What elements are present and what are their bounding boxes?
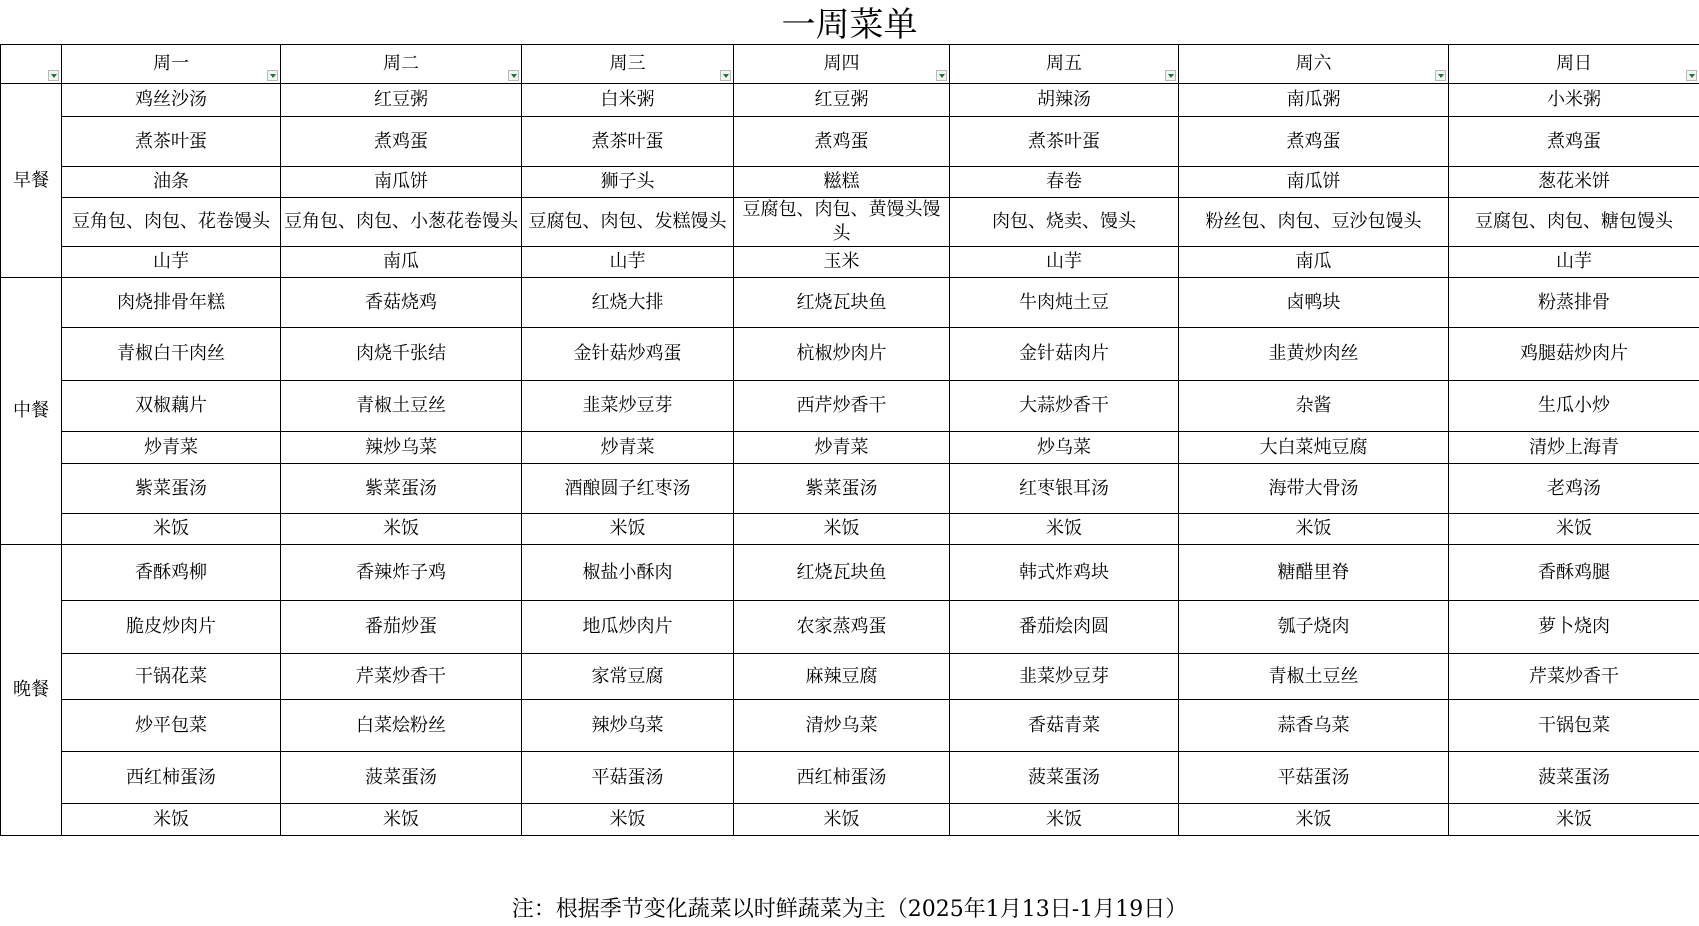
dish-cell: 菠菜蛋汤 — [950, 752, 1179, 804]
dinner-row — [1, 804, 1699, 836]
dish-cell: 香菇青菜 — [950, 700, 1179, 752]
dish-cell: 肉烧排骨年糕 — [62, 278, 281, 328]
day-header — [522, 45, 734, 84]
day-header — [1179, 45, 1449, 84]
dish-cell: 农家蒸鸡蛋 — [734, 601, 950, 654]
dish-cell: 椒盐小酥肉 — [522, 545, 734, 601]
dish-cell: 山芋 — [950, 247, 1179, 278]
dish-cell: 萝卜烧肉 — [1449, 601, 1699, 654]
header-row — [1, 45, 1699, 84]
dish-cell: 米饭 — [281, 514, 522, 545]
dish-cell: 红豆粥 — [281, 84, 522, 117]
dish-cell: 红烧大排 — [522, 278, 734, 328]
dish-cell: 韭黄炒肉丝 — [1179, 328, 1449, 381]
dish-cell: 红烧瓦块鱼 — [734, 278, 950, 328]
dinner-row — [1, 654, 1699, 700]
dinner-row — [1, 700, 1699, 752]
lunch-row — [1, 381, 1699, 432]
dish-cell: 米饭 — [1449, 804, 1699, 836]
dish-cell: 南瓜 — [281, 247, 522, 278]
dish-cell: 青椒白干肉丝 — [62, 328, 281, 381]
dish-cell: 豆角包、肉包、小葱花卷馒头 — [281, 198, 522, 247]
dish-cell: 炒青菜 — [522, 432, 734, 464]
lunch-row — [1, 514, 1699, 545]
dish-cell: 豆腐包、肉包、发糕馒头 — [522, 198, 734, 247]
dish-cell: 山芋 — [1449, 247, 1699, 278]
dish-cell: 辣炒乌菜 — [281, 432, 522, 464]
dish-cell: 西红柿蛋汤 — [734, 752, 950, 804]
dish-cell: 煮鸡蛋 — [1179, 117, 1449, 167]
day-header — [950, 45, 1179, 84]
dish-cell: 清炒上海青 — [1449, 432, 1699, 464]
day-label: 周四 — [823, 53, 860, 74]
corner-cell — [1, 45, 62, 84]
lunch-label: 中餐 — [1, 278, 62, 545]
dish-cell: 鸡腿菇炒肉片 — [1449, 328, 1699, 381]
dish-cell: 紫菜蛋汤 — [62, 464, 281, 514]
dish-cell: 山芋 — [62, 247, 281, 278]
dish-cell: 米饭 — [734, 804, 950, 836]
day-label: 周日 — [1556, 53, 1592, 74]
filter-dropdown-icon[interactable] — [1165, 70, 1176, 81]
dinner-row — [1, 752, 1699, 804]
dish-cell: 杂酱 — [1179, 381, 1449, 432]
dish-cell: 青椒土豆丝 — [1179, 654, 1449, 700]
filter-dropdown-icon[interactable] — [1686, 70, 1697, 81]
dish-cell: 狮子头 — [522, 167, 734, 198]
dish-cell: 平菇蛋汤 — [522, 752, 734, 804]
dish-cell: 金针菇炒鸡蛋 — [522, 328, 734, 381]
dish-cell: 米饭 — [1179, 514, 1449, 545]
filter-dropdown-icon[interactable] — [720, 70, 731, 81]
dish-cell: 鸡丝沙汤 — [62, 84, 281, 117]
lunch-row — [1, 278, 1699, 328]
dish-cell: 酒酿圆子红枣汤 — [522, 464, 734, 514]
dish-cell: 紫菜蛋汤 — [734, 464, 950, 514]
dish-cell: 杭椒炒肉片 — [734, 328, 950, 381]
breakfast-row — [1, 198, 1699, 247]
dish-cell: 卤鸭块 — [1179, 278, 1449, 328]
day-header — [281, 45, 522, 84]
dish-cell: 金针菇肉片 — [950, 328, 1179, 381]
dish-cell: 番茄炒蛋 — [281, 601, 522, 654]
dish-cell: 豆腐包、肉包、黄馒头馒头 — [734, 198, 950, 247]
dish-cell: 芹菜炒香干 — [1449, 654, 1699, 700]
dish-cell: 粉丝包、肉包、豆沙包馒头 — [1179, 198, 1449, 247]
dish-cell: 炒乌菜 — [950, 432, 1179, 464]
dish-cell: 脆皮炒肉片 — [62, 601, 281, 654]
dish-cell: 大白菜炖豆腐 — [1179, 432, 1449, 464]
dish-cell: 瓠子烧肉 — [1179, 601, 1449, 654]
dish-cell: 葱花米饼 — [1449, 167, 1699, 198]
filter-dropdown-icon[interactable] — [508, 70, 519, 81]
lunch-row — [1, 432, 1699, 464]
dish-cell: 油条 — [62, 167, 281, 198]
day-label: 周一 — [153, 53, 189, 74]
dish-cell: 清炒乌菜 — [734, 700, 950, 752]
dish-cell: 红枣银耳汤 — [950, 464, 1179, 514]
footer-note: 注：根据季节变化蔬菜以时鲜蔬菜为主（2025年1月13日-1月19日） — [511, 897, 1188, 922]
dinner-row — [1, 545, 1699, 601]
filter-dropdown-icon[interactable] — [936, 70, 947, 81]
day-label: 周三 — [609, 53, 646, 74]
dish-cell: 米饭 — [1449, 514, 1699, 545]
dish-cell: 米饭 — [281, 804, 522, 836]
dish-cell: 干锅花菜 — [62, 654, 281, 700]
day-label: 周五 — [1046, 53, 1082, 74]
filter-dropdown-icon[interactable] — [267, 70, 278, 81]
dish-cell: 春卷 — [950, 167, 1179, 198]
dish-cell: 南瓜饼 — [1179, 167, 1449, 198]
dish-cell: 米饭 — [522, 514, 734, 545]
breakfast-row — [1, 117, 1699, 167]
dish-cell: 红豆粥 — [734, 84, 950, 117]
dish-cell: 番茄烩肉圆 — [950, 601, 1179, 654]
dish-cell: 海带大骨汤 — [1179, 464, 1449, 514]
dish-cell: 老鸡汤 — [1449, 464, 1699, 514]
dish-cell: 米饭 — [734, 514, 950, 545]
dish-cell: 香酥鸡腿 — [1449, 545, 1699, 601]
dish-cell: 南瓜 — [1179, 247, 1449, 278]
dish-cell: 胡辣汤 — [950, 84, 1179, 117]
dish-cell: 生瓜小炒 — [1449, 381, 1699, 432]
dish-cell: 青椒土豆丝 — [281, 381, 522, 432]
dish-cell: 白菜烩粉丝 — [281, 700, 522, 752]
dish-cell: 蒜香乌菜 — [1179, 700, 1449, 752]
dish-cell: 糍糕 — [734, 167, 950, 198]
dish-cell: 米饭 — [62, 804, 281, 836]
dish-cell: 肉包、烧卖、馒头 — [950, 198, 1179, 247]
dish-cell: 米饭 — [62, 514, 281, 545]
dish-cell: 韩式炸鸡块 — [950, 545, 1179, 601]
dish-cell: 西芹炒香干 — [734, 381, 950, 432]
filter-dropdown-icon[interactable] — [1435, 70, 1446, 81]
dish-cell: 辣炒乌菜 — [522, 700, 734, 752]
dish-cell: 炒青菜 — [734, 432, 950, 464]
dish-cell: 南瓜饼 — [281, 167, 522, 198]
day-label: 周二 — [383, 53, 419, 74]
dish-cell: 西红柿蛋汤 — [62, 752, 281, 804]
dish-cell: 米饭 — [950, 514, 1179, 545]
dish-cell: 粉蒸排骨 — [1449, 278, 1699, 328]
dish-cell: 肉烧千张结 — [281, 328, 522, 381]
day-header — [734, 45, 950, 84]
menu-body — [1, 84, 1699, 836]
breakfast-row — [1, 84, 1699, 117]
dish-cell: 紫菜蛋汤 — [281, 464, 522, 514]
dish-cell: 韭菜炒豆芽 — [950, 654, 1179, 700]
dish-cell: 炒平包菜 — [62, 700, 281, 752]
page-title: 一周菜单 — [781, 5, 918, 45]
dish-cell: 白米粥 — [522, 84, 734, 117]
dish-cell: 米饭 — [1179, 804, 1449, 836]
dish-cell: 地瓜炒肉片 — [522, 601, 734, 654]
dish-cell: 煮鸡蛋 — [1449, 117, 1699, 167]
dish-cell: 南瓜粥 — [1179, 84, 1449, 117]
dish-cell: 香菇烧鸡 — [281, 278, 522, 328]
dish-cell: 红烧瓦块鱼 — [734, 545, 950, 601]
dish-cell: 香酥鸡柳 — [62, 545, 281, 601]
dish-cell: 煮鸡蛋 — [281, 117, 522, 167]
breakfast-row — [1, 247, 1699, 278]
dish-cell: 玉米 — [734, 247, 950, 278]
dish-cell: 韭菜炒豆芽 — [522, 381, 734, 432]
dish-cell: 牛肉炖土豆 — [950, 278, 1179, 328]
dish-cell: 家常豆腐 — [522, 654, 734, 700]
dish-cell: 煮茶叶蛋 — [62, 117, 281, 167]
dish-cell: 平菇蛋汤 — [1179, 752, 1449, 804]
dish-cell: 麻辣豆腐 — [734, 654, 950, 700]
dish-cell: 山芋 — [522, 247, 734, 278]
dish-cell: 豆腐包、肉包、糖包馒头 — [1449, 198, 1699, 247]
dish-cell: 菠菜蛋汤 — [281, 752, 522, 804]
dish-cell: 芹菜炒香干 — [281, 654, 522, 700]
lunch-row — [1, 464, 1699, 514]
weekly-menu-table — [0, 44, 1699, 836]
dinner-row — [1, 601, 1699, 654]
dish-cell: 干锅包菜 — [1449, 700, 1699, 752]
dinner-label: 晚餐 — [1, 545, 62, 836]
dish-cell: 双椒藕片 — [62, 381, 281, 432]
dish-cell: 煮茶叶蛋 — [522, 117, 734, 167]
dish-cell: 米饭 — [950, 804, 1179, 836]
day-label: 周六 — [1295, 53, 1332, 74]
breakfast-label: 早餐 — [1, 84, 62, 278]
dish-cell: 糖醋里脊 — [1179, 545, 1449, 601]
lunch-row — [1, 328, 1699, 381]
day-header — [62, 45, 281, 84]
day-header — [1449, 45, 1699, 84]
dish-cell: 豆角包、肉包、花卷馒头 — [62, 198, 281, 247]
filter-dropdown-icon[interactable] — [48, 70, 59, 81]
dish-cell: 小米粥 — [1449, 84, 1699, 117]
dish-cell: 米饭 — [522, 804, 734, 836]
breakfast-row — [1, 167, 1699, 198]
dish-cell: 炒青菜 — [62, 432, 281, 464]
dish-cell: 香辣炸子鸡 — [281, 545, 522, 601]
dish-cell: 煮茶叶蛋 — [950, 117, 1179, 167]
dish-cell: 煮鸡蛋 — [734, 117, 950, 167]
dish-cell: 大蒜炒香干 — [950, 381, 1179, 432]
dish-cell: 菠菜蛋汤 — [1449, 752, 1699, 804]
